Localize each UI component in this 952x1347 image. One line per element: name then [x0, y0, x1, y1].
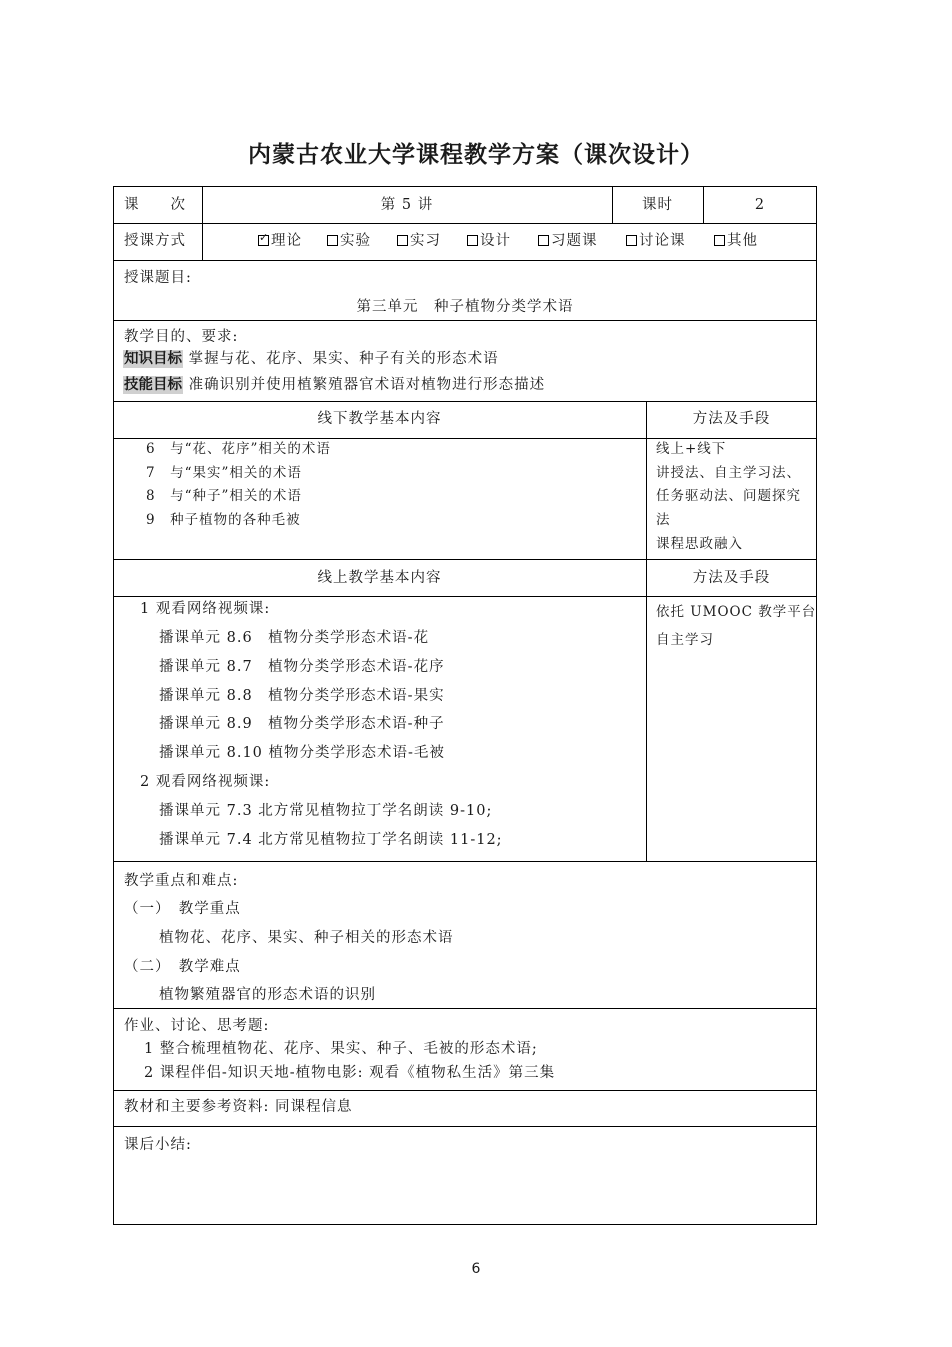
- online-item: 播课单元 8.10 植物分类学形态术语-毛被: [159, 745, 445, 761]
- offline-header: 线下教学基本内容: [317, 411, 442, 427]
- topic-label: 授课题目:: [124, 270, 192, 286]
- online-item: 1 观看网络视频课:: [140, 601, 271, 617]
- homework-label: 作业、讨论、思考题:: [124, 1018, 270, 1034]
- keypoints-line: 植物繁殖器官的形态术语的识别: [159, 987, 376, 1003]
- homework-line: 2 课程伴侣-知识天地-植物电影: 观看《植物私生活》第三集: [144, 1065, 556, 1081]
- col-divider: [646, 401, 647, 861]
- row-divider: [113, 1126, 817, 1127]
- offline-item: 7 与“果实”相关的术语: [146, 465, 302, 481]
- goals-label: 教学目的、要求:: [124, 329, 239, 345]
- offline-method: 线上+线下: [656, 441, 727, 457]
- offline-method: 法: [656, 512, 671, 528]
- online-method: 依托 UMOOC 教学平台: [656, 604, 817, 620]
- mode-option-other[interactable]: 其他: [714, 234, 758, 249]
- offline-item: 8 与“种子”相关的术语: [146, 488, 302, 504]
- mode-option-discussion[interactable]: 讨论课: [626, 234, 686, 249]
- keypoints-line: （二） 教学难点: [124, 959, 241, 975]
- online-item: 播课单元 8.9 植物分类学形态术语-种子: [159, 716, 445, 732]
- row-divider: [113, 559, 817, 560]
- online-item: 播课单元 8.6 植物分类学形态术语-花: [159, 630, 430, 646]
- checkbox-icon: [538, 235, 549, 246]
- topic-value: 第三单元 种子植物分类学术语: [356, 299, 574, 315]
- knowledge-goal-text: 掌握与花、花序、果实、种子有关的形态术语: [188, 351, 499, 367]
- row-divider: [113, 438, 817, 439]
- checkbox-icon: [714, 235, 725, 246]
- offline-item: 9 种子植物的各种毛被: [146, 512, 301, 528]
- offline-method: 课程思政融入: [656, 536, 743, 552]
- row-divider: [113, 223, 817, 224]
- online-method: 自主学习: [656, 632, 714, 648]
- summary-label: 课后小结:: [124, 1137, 192, 1153]
- offline-method-header: 方法及手段: [692, 411, 771, 427]
- keypoints-label: 教学重点和难点:: [124, 873, 239, 889]
- mode-option-theory[interactable]: ✓ 理论: [258, 234, 302, 249]
- skill-goal-text: 准确识别并使用植繁殖器官术语对植物进行形态描述: [188, 377, 546, 393]
- page-title: 内蒙古农业大学课程教学方案（课次设计）: [248, 142, 704, 168]
- row-divider: [113, 260, 817, 261]
- row-divider: [113, 861, 817, 862]
- mode-option-experiment[interactable]: 实验: [327, 234, 371, 249]
- row-divider: [113, 1090, 817, 1091]
- offline-item: 6 与“花、花序”相关的术语: [146, 441, 331, 457]
- checkbox-icon: [626, 235, 637, 246]
- skill-goal: [123, 378, 545, 393]
- page-number: 6: [471, 1261, 481, 1277]
- checkbox-icon: [397, 235, 408, 246]
- lesson-value: 第 5 讲: [380, 197, 434, 213]
- hours-label: 课时: [642, 197, 673, 213]
- online-method-header: 方法及手段: [692, 570, 771, 586]
- mode-label: 授课方式: [124, 233, 186, 249]
- mode-option-design[interactable]: 设计: [467, 234, 511, 249]
- row-divider: [113, 1008, 817, 1009]
- homework-line: 1 整合梳理植物花、花序、果实、种子、毛被的形态术语;: [144, 1041, 538, 1057]
- skill-goal-tag: 技能目标: [124, 377, 182, 393]
- row-divider: [113, 320, 817, 321]
- knowledge-goal: [123, 352, 499, 367]
- hours-value: 2: [754, 197, 766, 213]
- knowledge-goal-tag: 知识目标: [124, 351, 182, 367]
- lesson-label: 课 次: [124, 197, 186, 213]
- online-header: 线上教学基本内容: [317, 570, 442, 586]
- online-item: 播课单元 8.7 植物分类学形态术语-花序: [159, 659, 445, 675]
- row-divider: [113, 401, 817, 402]
- checkbox-icon: [327, 235, 338, 246]
- mode-option-practice[interactable]: 实习: [397, 234, 441, 249]
- mode-option-exercise[interactable]: 习题课: [538, 234, 598, 249]
- offline-method: 讲授法、自主学习法、: [656, 465, 801, 481]
- online-item: 播课单元 7.3 北方常见植物拉丁学名朗读 9-10;: [159, 803, 493, 819]
- online-item: 播课单元 8.8 植物分类学形态术语-果实: [159, 688, 445, 704]
- checkbox-icon: [467, 235, 478, 246]
- checkbox-checked-icon: [258, 235, 269, 246]
- row-divider: [113, 596, 817, 597]
- materials-text: 教材和主要参考资料: 同课程信息: [124, 1099, 353, 1115]
- online-item: 2 观看网络视频课:: [140, 774, 271, 790]
- keypoints-line: 植物花、花序、果实、种子相关的形态术语: [159, 930, 454, 946]
- keypoints-line: （一） 教学重点: [124, 901, 241, 917]
- online-item: 播课单元 7.4 北方常见植物拉丁学名朗读 11-12;: [159, 832, 503, 848]
- offline-method: 任务驱动法、问题探究: [656, 488, 801, 504]
